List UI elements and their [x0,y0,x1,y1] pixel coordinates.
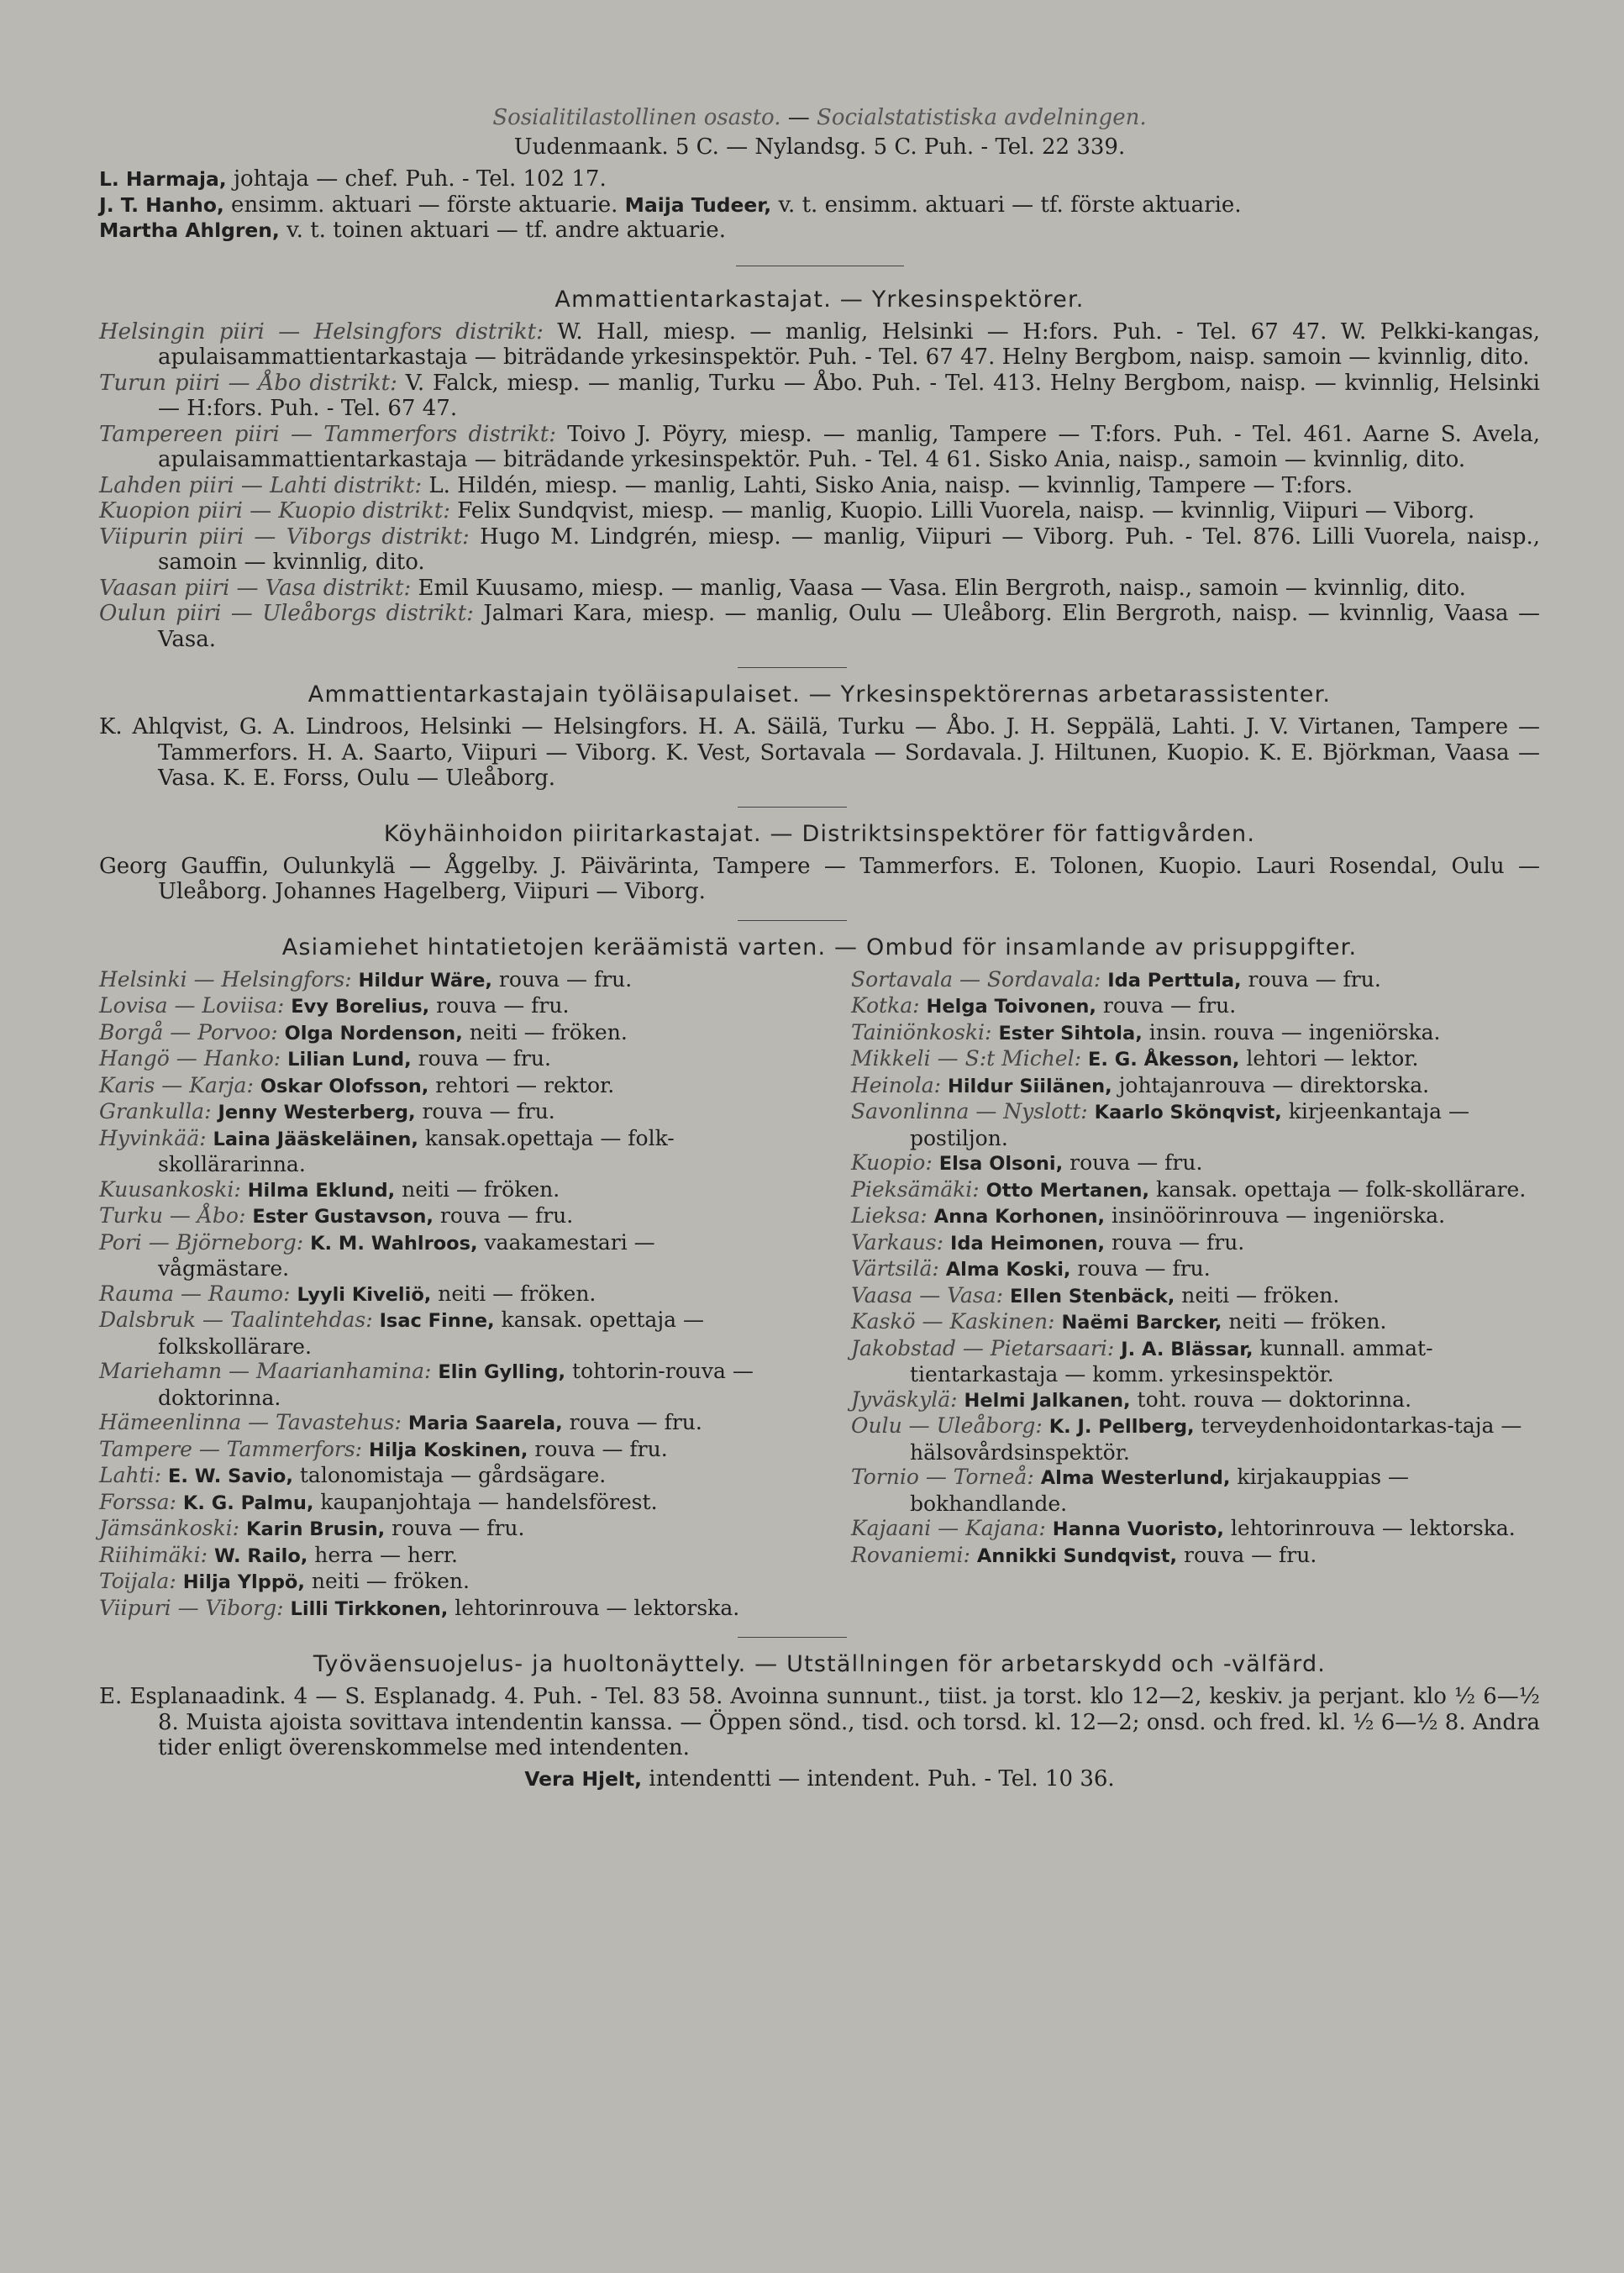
agent-name: Laina Jääskeläinen, [213,1128,418,1150]
agent-name: E. G. Åkesson, [1087,1049,1240,1071]
agent-entry [99,1569,788,1596]
agent-name: E. W. Savio, [168,1465,293,1487]
inspector-text: L. Hildén, miesp. — manlig, Lahti, Sisko Ania, naisp. — kvinnlig, Tampere — T:fors. [422,472,1353,498]
agent-place: Kuopio: [851,1150,939,1175]
agent-entry [851,1336,1540,1387]
agent-place: Savonlinna — Nyslott: [851,1099,1095,1123]
agent-place: Sortavala — Sordavala: [851,966,1108,992]
inspector-text: Felix Sundqvist, miesp. — manlig, Kuopio. Lilli Vuorela, naisp. — kvinnlig, Viipuri — Viborg. [450,498,1475,524]
agent-place: Jakobstad — Pietarsaari: [851,1335,1122,1360]
agent-name: Hilma Eklund, [247,1179,396,1202]
poor-relief-heading: Köyhäinhoidon piiritarkastajat. — Distriktsinspektörer för fattigvården. [383,820,1256,847]
staff-line [99,166,1540,192]
agent-name: K. J. Pellberg, [1049,1416,1195,1438]
agent-entry [851,1073,1540,1100]
agent-title: toht. rouva — doktorinna. [1130,1386,1412,1412]
agent-title: rouva — fru. [415,1099,555,1123]
exhibition-heading: Työväensuojelus- ja huoltonäyttely. — Utställningen för arbetarskydd och -välfärd. [313,1651,1327,1677]
agent-title: rouva — fru. [562,1410,702,1434]
agent-title: rouva — fru. [1063,1150,1203,1175]
agent-entry [99,993,788,1020]
inspector-entry [99,319,1540,371]
staff-role: v. t. ensimm. aktuari — tf. förste aktuarie. [771,192,1242,218]
agent-entry [99,1046,788,1073]
agent-place: Forssa: [99,1489,183,1514]
agent-title: lehtorinrouva — lektorska. [1223,1516,1516,1540]
poor-relief-text: Georg Gauffin, Oulunkylä — Åggelby. J. Päivärinta, Tampere — Tammerfors. E. Tolonen, Kuopio. Lauri Rosendal, Oulu — Uleåborg. Johannes Hagelberg, Viipuri — Viborg. [99,853,1540,904]
inspectors-list [99,319,1540,653]
agent-name: Naëmi Barcker, [1061,1312,1222,1334]
intendant-line [99,1766,1540,1792]
agent-title: herra — herr. [307,1542,458,1567]
agent-title: kirjeenkantaja — postiljon. [910,1099,1469,1150]
agent-title: kirjakauppias — bokhandlande. [910,1465,1410,1516]
agent-name: Elsa Olsoni, [938,1153,1064,1175]
agent-entry [851,1256,1540,1283]
agent-place: Värtsilä: [851,1256,946,1281]
agent-place: Rauma — Raumo: [99,1281,297,1306]
district-name: Tampereen piiri — Tammerfors distrikt: [99,421,556,447]
agent-name: Kaarlo Skönqvist, [1094,1102,1282,1123]
intendant-role: intendentti — intendent. Puh. - Tel. 10 36. [642,1765,1115,1792]
staff-list [99,166,1540,244]
document-body [99,99,1540,1792]
divider [738,920,847,921]
agent-place: Kaskö — Kaskinen: [851,1309,1062,1334]
district-name: Kuopion piiri — Kuopio distrikt: [99,498,451,524]
inspector-entry [99,371,1540,422]
agent-name: Ida Perttula, [1107,969,1242,992]
agent-name: Hildur Siilänen, [948,1075,1112,1097]
agent-entry [851,1020,1540,1047]
agent-place: Jyväskylä: [851,1386,964,1412]
agent-place: Heinola: [851,1072,949,1097]
district-name: Oulun piiri — Uleåborgs distrikt: [99,601,474,626]
agents-heading: Asiamiehet hintatietojen keräämistä varten. — Ombud för insamlande av prisuppgifter. [281,934,1358,960]
agent-title: johtajanrouva — direktorska. [1112,1072,1430,1097]
agent-name: Hildur Wäre, [358,969,492,992]
agent-name: Anna Korhonen, [933,1206,1106,1228]
staff-role: v. t. toinen aktuari — tf. andre aktuarie. [279,218,726,243]
staff-line [99,192,1540,218]
agent-title: terveydenhoidontarkas-taja — hälsovårdsinspektör. [910,1413,1522,1465]
agent-name: Evy Borelius, [291,996,430,1018]
agent-entry [851,1516,1540,1543]
agent-entry [99,1073,788,1100]
inspector-text: Jalmari Kara, miesp. — manlig, Oulu — Uleåborg. Elin Bergroth, naisp. — kvinnlig, Vaasa — Vasa. [158,601,1540,652]
agent-entry [99,1543,788,1570]
agent-entry [851,1099,1540,1150]
agent-title: talonomistaja — gårdsägare. [292,1463,607,1487]
agent-entry [99,1410,788,1437]
agent-entry [851,1543,1540,1570]
staff-role: ensimm. aktuari — förste aktuarie. [223,192,625,218]
agent-title: insin. rouva — ingeniörska. [1142,1019,1441,1044]
agent-entry [99,1020,788,1047]
agent-title: rouva — fru. [1096,993,1237,1018]
agent-title: neiti — fröken. [431,1281,597,1306]
agent-title: kaupanjohtaja — handelsförest. [313,1489,658,1514]
inspector-entry [99,498,1540,524]
district-name: Vaasan piiri — Vasa distrikt: [99,575,412,601]
agent-title: rouva — fru. [433,1203,574,1228]
agent-entry [851,1203,1540,1230]
agent-place: Dalsbruk — Taalintehdas: [99,1308,380,1332]
agent-name: Ida Heimonen, [949,1232,1106,1255]
agent-entry [851,1177,1540,1204]
agent-title: kansak.opettaja — folk-skollärarinna. [158,1125,675,1176]
agent-name: Ester Gustavson, [252,1206,434,1228]
inspector-text: V. Falck, miesp. — manlig, Turku — Åbo. Puh. - Tel. 413. Helny Bergbom, naisp. — kvinnlig, Helsinki — H:fors. Puh. - Tel. 67 47. [158,370,1540,421]
agent-name: Maria Saarela, [407,1413,563,1434]
agent-entry [99,1281,788,1308]
agent-entry [851,1230,1540,1257]
district-name: Viipurin piiri — Viborgs distrikt: [99,524,470,550]
agent-place: Toijala: [99,1569,183,1593]
agent-entry [99,1099,788,1126]
agent-title: lehtori — lektor. [1239,1046,1419,1071]
agent-name: Otto Mertanen, [985,1179,1150,1202]
agent-entry [99,1308,788,1359]
agent-place: Jämsänkoski: [99,1516,247,1540]
agent-name: Hilja Ylppö, [182,1571,305,1593]
agent-name: Ellen Stenbäck, [1009,1285,1175,1308]
district-name: Turun piiri — Åbo distrikt: [99,370,397,396]
title-separator: — [780,105,817,130]
agent-place: Pieksämäki: [851,1176,986,1202]
agent-title: neiti — fröken. [1175,1282,1340,1308]
agent-place: Tainiönkoski: [851,1019,999,1044]
agent-entry [99,1516,788,1543]
agent-name: Alma Koski, [945,1259,1071,1281]
agent-title: rouva — fru. [429,993,570,1018]
agent-entry [99,1203,788,1230]
agent-entry [851,1387,1540,1414]
agent-name: Lyyli Kiveliö, [297,1283,432,1306]
agent-place: Pori — Björneborg: [99,1229,311,1255]
staff-name: L. Harmaja, [99,167,227,191]
agent-title: rehtori — rektor. [428,1072,615,1097]
department-address: Uudenmaank. 5 C. — Nylandsg. 5 C. Puh. - Tel. 22 339. [513,134,1126,160]
agent-name: Annikki Sundqvist, [976,1544,1178,1567]
district-name: Helsingin piiri — Helsingfors distrikt: [99,318,544,345]
agent-name: J. A. Blässar, [1121,1338,1253,1360]
agent-place: Lahti: [99,1463,169,1487]
agent-place: Hyvinkää: [99,1125,213,1150]
agent-title: neiti — fröken. [462,1019,628,1044]
agent-title: rouva — fru. [491,966,633,992]
agent-title: kunnall. ammat-tientarkastaja — komm. yrkesinspektör. [910,1335,1433,1386]
agent-title: vaakamestari — vågmästare. [158,1229,655,1281]
inspector-entry [99,524,1540,576]
inspector-entry [99,576,1540,602]
agent-name: Olga Nordenson, [284,1022,463,1044]
agent-place: Rovaniemi: [851,1542,977,1567]
agent-entry [99,1359,788,1410]
agents-right-column [851,967,1540,1623]
agent-entry [851,1413,1540,1465]
agent-name: Jenny Westerberg, [218,1102,416,1123]
department-title-sv: Socialstatistiska avdelningen. [817,105,1147,130]
agent-place: Mikkeli — S:t Michel: [851,1046,1088,1071]
agent-entry [99,1596,788,1623]
agent-place: Karis — Karja: [99,1072,260,1097]
agent-title: rouva — fru. [528,1436,668,1461]
agent-entry [99,1490,788,1517]
agent-name: W. Railo, [214,1544,308,1567]
divider [738,1637,847,1638]
staff-role: johtaja — chef. Puh. - Tel. 102 17. [226,166,607,192]
agent-place: Hangö — Hanko: [99,1046,288,1071]
inspector-text: Hugo M. Lindgrén, miesp. — manlig, Viipuri — Viborg. Puh. - Tel. 876. Lilli Vuorela, naisp., samoin — kvinnlig, dito. [158,524,1540,575]
agent-name: K. G. Palmu, [182,1492,314,1514]
agent-title: insinöörinrouva — ingeniörska. [1105,1203,1446,1228]
agent-place: Helsinki — Helsingfors: [99,966,359,992]
agent-entry [99,1437,788,1464]
department-title-fi: Sosialitilastollinen osasto. [492,105,781,130]
agent-entry [851,967,1540,994]
agent-place: Tampere — Tammerfors: [99,1436,370,1461]
agent-place: Borgå — Porvoo: [99,1019,285,1044]
inspector-text: Toivo J. Pöyry, miesp. — manlig, Tampere — T:fors. Puh. - Tel. 461. Aarne S. Avela, apulaisammattientarkastaja — biträdande yrkesinspektör. Puh. - Tel. 4 61. Sisko Ania, naisp., samoin — kvinnlig, dito. [158,421,1540,472]
inspector-entry [99,473,1540,499]
agent-place: Oulu — Uleåborg: [851,1413,1049,1438]
agent-title: lehtorinrouva — lektorska. [448,1595,740,1620]
agent-name: Alma Westerlund, [1040,1467,1231,1489]
agents-left-column [99,967,788,1623]
agent-entry [851,1283,1540,1310]
agent-name: Oskar Olofsson, [260,1075,429,1097]
agent-title: kansak. opettaja — folk-skollärare. [1149,1176,1527,1202]
agent-title: neiti — fröken. [1222,1309,1387,1334]
agent-place: Viipuri — Viborg: [99,1595,291,1620]
agent-place: Varkaus: [851,1229,950,1255]
agent-name: Lilian Lund, [287,1049,412,1071]
divider [738,807,847,808]
agent-name: Elin Gylling, [438,1361,565,1383]
agent-place: Grankulla: [99,1099,218,1123]
agent-place: Kotka: [851,993,927,1018]
staff-line [99,218,1540,244]
agent-place: Tornio — Torneå: [851,1465,1041,1489]
agent-title: rouva — fru. [1177,1542,1317,1567]
inspector-entry [99,601,1540,652]
agent-entry [99,967,788,994]
inspector-entry [99,422,1540,473]
agent-title: kansak. opettaja — folkskollärare. [158,1308,704,1359]
agent-entry [851,1046,1540,1073]
agent-place: Turku — Åbo: [99,1203,253,1228]
agent-title: neiti — fröken. [304,1569,470,1593]
agent-name: Helmi Jalkanen, [964,1389,1131,1412]
agent-name: Hanna Vuoristo, [1052,1518,1224,1540]
agent-title: rouva — fru. [1105,1229,1245,1255]
agent-entry [851,1150,1540,1177]
assistants-heading: Ammattientarkastajain työläisapulaiset. — Yrkesinspektörernas arbetarassistenter. [307,681,1332,708]
agent-place: Mariehamn — Maarianhamina: [99,1359,439,1383]
agent-name: Helga Toivonen, [926,996,1096,1018]
inspector-text: Emil Kuusamo, miesp. — manlig, Vaasa — Vasa. Elin Bergroth, naisp., samoin — kvinnlig, dito. [411,575,1466,601]
agent-entry [99,1463,788,1490]
district-name: Lahden piiri — Lahti distrikt: [99,472,423,498]
agent-place: Vaasa — Vasa: [851,1282,1010,1308]
intendant-name: Vera Hjelt, [524,1766,643,1791]
inspector-text: W. Hall, miesp. — manlig, Helsinki — H:fors. Puh. - Tel. 67 47. W. Pelkki-kangas, apulaisammattientarkastaja — biträdande yrkesinspektör. Puh. - Tel. 67 47. Helny Bergbom, naisp. samoin — kvinnlig, dito. [158,318,1540,370]
agent-entry [99,1177,788,1204]
agent-place: Lieksa: [851,1203,934,1228]
agent-name: Ester Sihtola, [998,1022,1143,1044]
agent-place: Hämeenlinna — Tavastehus: [99,1410,408,1434]
agent-entry [851,1465,1540,1516]
agent-name: Isac Finne, [379,1310,495,1332]
agent-place: Lovisa — Loviisa: [99,993,292,1018]
agent-entry [99,1126,788,1177]
agent-entry [851,993,1540,1020]
agent-entry [851,1309,1540,1336]
agent-place: Kajaani — Kajana: [851,1516,1053,1540]
agent-place: Kuusankoski: [99,1176,248,1202]
agent-title: neiti — fröken. [395,1176,560,1202]
agent-name: Hilja Koskinen, [369,1439,528,1461]
agent-name: Lilli Tirkkonen, [290,1597,449,1620]
assistants-text: K. Ahlqvist, G. A. Lindroos, Helsinki — Helsingfors. H. A. Säilä, Turku — Åbo. J. H. Seppälä, Lahti. J. V. Virtanen, Tampere — Tammerfors. H. A. Saarto, Viipuri — Viborg. K. Vest, Sortavala — Sordavala. J. Hiltunen, Kuopio. K. E. Björkman, Vaasa — Vasa. K. E. Forss, Oulu — Uleåborg. [99,714,1540,791]
agents-columns [99,967,1540,1623]
agent-title: rouva — fru. [1070,1256,1211,1281]
agent-title: rouva — fru. [385,1516,525,1540]
agent-name: Karin Brusin, [246,1518,386,1540]
agent-title: tohtorin-rouva — doktorinna. [158,1359,754,1410]
staff-name: Maija Tudeer, [624,192,772,217]
agent-title: rouva — fru. [1241,966,1381,992]
staff-name: J. T. Hanho, [99,192,224,217]
agent-title: rouva — fru. [411,1046,551,1071]
inspectors-heading: Ammattientarkastajat. — Yrkesinspektörer. [554,286,1085,313]
department-title [99,104,1540,132]
agent-name: K. M. Wahlroos, [310,1232,478,1255]
agent-entry [99,1230,788,1281]
divider [738,667,847,668]
agent-place: Riihimäki: [99,1542,215,1567]
staff-name: Martha Ahlgren, [99,218,280,242]
exhibition-text: E. Esplanaadink. 4 — S. Esplanadg. 4. Puh. - Tel. 83 58. Avoinna sunnunt., tiist. ja torst. klo 12—2, keskiv. ja perjant. klo ½ 6—½ 8. Muista ajoista sovittava intendentin kanssa. — Öppen sönd., tisd. och torsd. kl. 12—2; onsd. och fred. kl. ½ 6—½ 8. Andra tider enligt överenskommelse med intendenten. [99,1684,1540,1760]
